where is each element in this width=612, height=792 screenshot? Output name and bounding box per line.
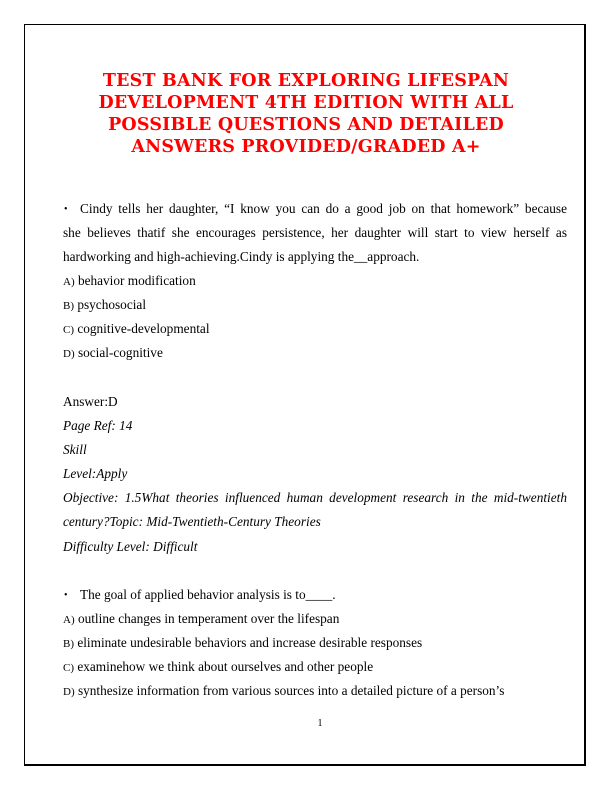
question-1-option-c	[63, 321, 210, 337]
option-letter: B)	[63, 638, 74, 650]
page-number: 1	[317, 718, 323, 729]
option-letter: D)	[63, 348, 75, 360]
title-line: TEST BANK FOR EXPLORING LIFESPAN	[102, 71, 510, 91]
question-1-option-a	[63, 273, 196, 289]
title-line: DEVELOPMENT 4TH EDITION WITH ALL	[98, 93, 514, 113]
title-line: ANSWERS PROVIDED/GRADED A+	[131, 137, 481, 157]
option-text: behavior modification	[77, 273, 196, 288]
question-2-option-a	[63, 611, 339, 627]
option-text: social-cognitive	[77, 345, 163, 360]
question-1-option-b	[63, 297, 146, 313]
title-line: POSSIBLE QUESTIONS AND DETAILED	[108, 115, 504, 135]
option-text: synthesize information from various sources into a detailed picture of a person’s	[77, 683, 505, 698]
option-letter: C)	[63, 662, 74, 674]
bullet-icon: •	[64, 590, 68, 601]
page-ref: Page Ref: 14	[63, 418, 133, 433]
question-2-stem-line: • The goal of applied behavior analysis is to____.	[64, 587, 336, 602]
option-text: psychosocial	[77, 297, 147, 312]
skill-level: Level:Apply	[63, 466, 128, 481]
skill-label: Skill	[63, 442, 87, 457]
option-text: examinehow we think about ourselves and other people	[77, 659, 374, 674]
question-2-option-c	[63, 659, 373, 675]
question-2-option-b	[63, 635, 422, 651]
question-1-stem-line: hardworking and high-achieving.Cindy is applying the__approach.	[63, 249, 420, 264]
bullet-icon: •	[64, 204, 68, 215]
option-letter: B)	[63, 300, 74, 312]
objective-line: century?Topic: Mid-Twentieth-Century Theories	[63, 514, 321, 529]
answer-key: Answer:D	[63, 394, 118, 409]
option-letter: A)	[63, 276, 75, 288]
question-2-option-d	[63, 683, 504, 699]
document-title	[40, 70, 572, 158]
option-letter: C)	[63, 324, 74, 336]
question-1-option-d	[63, 345, 163, 361]
objective-line: Objective: 1.5What theories influenced human development research in the mid-twentieth	[63, 490, 567, 505]
question-1-stem-line: • Cindy tells her daughter, “I know you can do a good job on that homework” because	[64, 201, 567, 216]
option-text: outline changes in temperament over the lifespan	[77, 611, 340, 626]
option-text: eliminate undesirable behaviors and increase desirable responses	[77, 635, 423, 650]
option-letter: D)	[63, 686, 75, 698]
difficulty-level: Difficulty Level: Difficult	[63, 539, 198, 554]
question-1-stem-line: she believes thatif she encourages persistence, her daughter will start to view herself as	[63, 225, 567, 240]
option-letter: A)	[63, 614, 75, 626]
option-text: cognitive-developmental	[77, 321, 210, 336]
